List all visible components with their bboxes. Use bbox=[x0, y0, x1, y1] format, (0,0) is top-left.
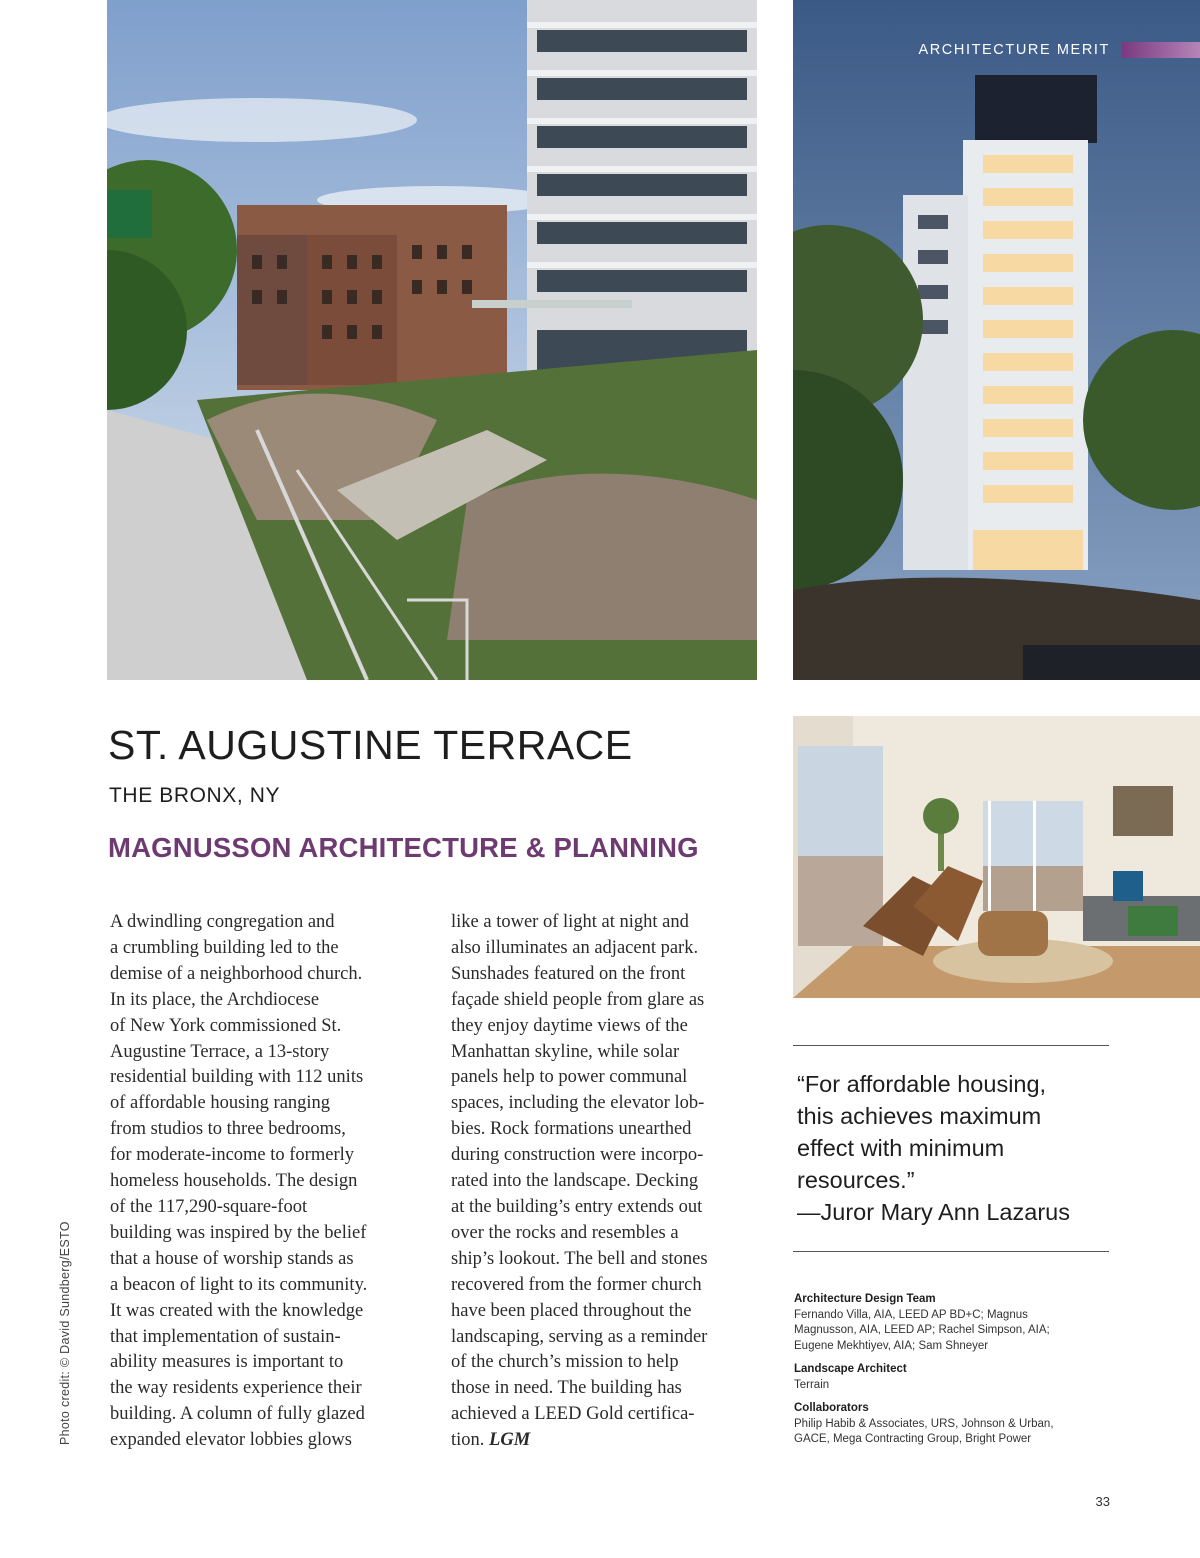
section-label: ARCHITECTURE MERIT bbox=[918, 42, 1110, 58]
credit-heading: Landscape Architect bbox=[794, 1363, 907, 1375]
credit-group-design-team bbox=[794, 1292, 1114, 1354]
credit-text: Fernando Villa, AIA, LEED AP BD+C; Magnus bbox=[794, 1308, 1028, 1321]
photo-credit: Photo credit: © David Sundberg/ESTO bbox=[58, 1221, 72, 1445]
body-line: like a tower of light at night and bbox=[451, 912, 689, 932]
credit-group-landscape bbox=[794, 1362, 1114, 1393]
body-line: recovered from the former church bbox=[451, 1274, 702, 1295]
body-line: they enjoy daytime views of the bbox=[451, 1015, 688, 1036]
credit-group-collaborators bbox=[794, 1401, 1114, 1448]
quote-attribution: —Juror Mary Ann Lazarus bbox=[797, 1199, 1070, 1225]
quote-line: resources.” bbox=[797, 1167, 915, 1193]
architecture-firm: MAGNUSSON ARCHITECTURE & PLANNING bbox=[108, 832, 699, 863]
section-accent-bar bbox=[1122, 42, 1200, 58]
body-line: panels help to power communal bbox=[451, 1067, 688, 1088]
body-line: Sunshades featured on the front bbox=[451, 963, 686, 984]
credit-text: Terrain bbox=[794, 1378, 830, 1391]
quote-line: “For affordable housing, bbox=[797, 1071, 1047, 1097]
body-line: bies. Rock formations unearthed bbox=[451, 1119, 692, 1140]
body-line: achieved a LEED Gold certifica- bbox=[451, 1404, 695, 1425]
credit-heading: Architecture Design Team bbox=[794, 1293, 936, 1305]
body-line-last bbox=[451, 1428, 751, 1454]
body-line: a crumbling building led to the bbox=[110, 937, 339, 958]
body-line: of the 117,290-square-foot bbox=[110, 1196, 308, 1217]
interior-photo bbox=[793, 716, 1200, 998]
project-credits bbox=[794, 1292, 1114, 1456]
body-line: rated into the landscape. Decking bbox=[451, 1171, 699, 1192]
body-line: for moderate-income to formerly bbox=[110, 1145, 354, 1166]
author-signature: LGM bbox=[489, 1430, 531, 1451]
body-column-left bbox=[110, 910, 410, 1454]
body-line: spaces, including the elevator lob- bbox=[451, 1093, 705, 1114]
credit-text: Magnusson, AIA, LEED AP; Rachel Simpson, AIA; bbox=[794, 1324, 1050, 1336]
page-number: 33 bbox=[1095, 1494, 1110, 1509]
body-line: building was inspired by the belief bbox=[110, 1222, 367, 1243]
credit-text: Philip Habib & Associates, URS, Johnson & Urban, bbox=[794, 1417, 1054, 1430]
body-line: the way residents experience their bbox=[110, 1378, 362, 1399]
article-title: ST. AUGUSTINE TERRACE bbox=[108, 722, 633, 768]
article-location: THE BRONX, NY bbox=[109, 784, 281, 807]
credit-text: Eugene Mekhtiyev, AIA; Sam Shneyer bbox=[794, 1339, 989, 1352]
pull-quote bbox=[797, 1068, 1117, 1228]
body-line: ability measures is important to bbox=[110, 1352, 344, 1373]
body-line: landscaping, serving as a reminder bbox=[451, 1326, 708, 1347]
body-line: Augustine Terrace, a 13-story bbox=[110, 1041, 330, 1062]
main-photo bbox=[107, 0, 757, 680]
body-line: also illuminates an adjacent park. bbox=[451, 937, 699, 958]
body-last-text: tion. bbox=[451, 1430, 485, 1451]
body-line: have been placed throughout the bbox=[451, 1300, 692, 1321]
body-line: A dwindling congregation and bbox=[110, 912, 335, 932]
quote-line: this achieves maximum bbox=[797, 1103, 1042, 1129]
body-line: those in need. The building has bbox=[451, 1378, 682, 1399]
quote-line: effect with minimum bbox=[797, 1135, 1005, 1161]
tower-photo bbox=[793, 0, 1200, 680]
body-line: at the building’s entry extends out bbox=[451, 1196, 703, 1217]
body-line: It was created with the knowledge bbox=[110, 1300, 364, 1321]
body-line: In its place, the Archdiocese bbox=[110, 989, 320, 1010]
body-line: façade shield people from glare as bbox=[451, 989, 705, 1010]
body-line: a beacon of light to its community. bbox=[110, 1274, 368, 1295]
quote-rule-bottom bbox=[793, 1251, 1109, 1252]
body-line: Manhattan skyline, while solar bbox=[451, 1041, 680, 1062]
body-line: that implementation of sustain- bbox=[110, 1326, 341, 1347]
credit-text: GACE, Mega Contracting Group, Bright Power bbox=[794, 1433, 1032, 1445]
body-line: of affordable housing ranging bbox=[110, 1093, 331, 1114]
body-line: building. A column of fully glazed bbox=[110, 1404, 365, 1425]
body-line: of New York commissioned St. bbox=[110, 1015, 342, 1036]
body-line: over the rocks and resembles a bbox=[451, 1222, 679, 1243]
body-line: ship’s lookout. The bell and stones bbox=[451, 1248, 708, 1269]
quote-rule-top bbox=[793, 1045, 1109, 1046]
body-line: demise of a neighborhood church. bbox=[110, 963, 363, 984]
body-line: expanded elevator lobbies glows bbox=[110, 1430, 352, 1451]
body-line: from studios to three bedrooms, bbox=[110, 1119, 346, 1140]
body-line: homeless households. The design bbox=[110, 1171, 358, 1192]
body-line: residential building with 112 units bbox=[110, 1067, 364, 1088]
body-line: during construction were incorpo- bbox=[451, 1145, 704, 1166]
body-column-right bbox=[451, 910, 751, 1454]
body-line: of the church’s mission to help bbox=[451, 1352, 679, 1373]
credit-heading: Collaborators bbox=[794, 1402, 869, 1414]
body-line: that a house of worship stands as bbox=[110, 1248, 354, 1269]
